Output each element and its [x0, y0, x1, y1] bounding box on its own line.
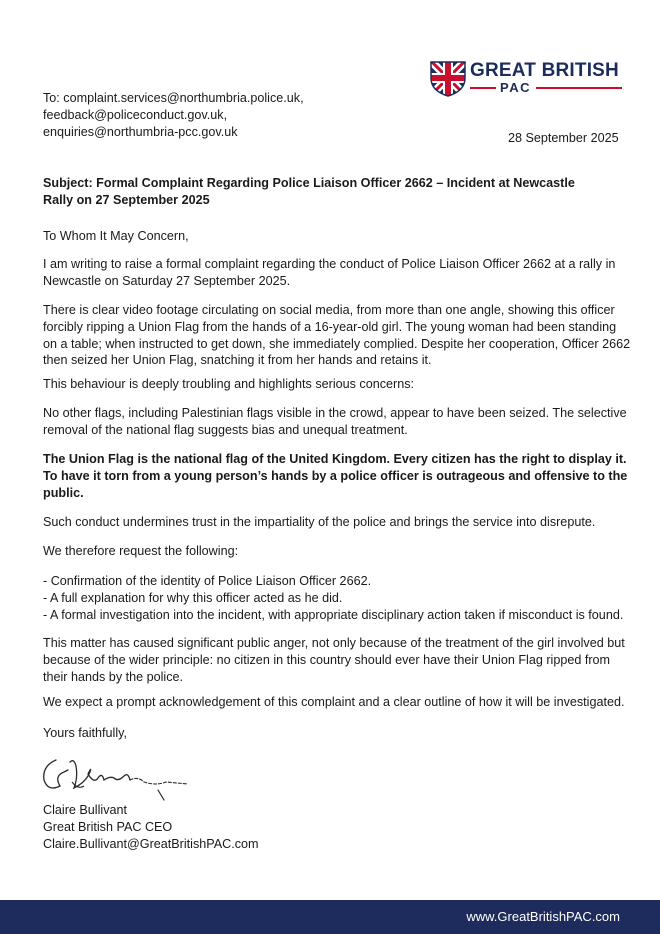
logo-divider-right [536, 87, 622, 89]
paragraph-line: removal of the national flag suggests bias and unequal treatment. [43, 422, 408, 437]
recipients [43, 90, 304, 140]
paragraph-line: There is clear video footage circulating on social media, from more than one angle, showing this officer [43, 303, 615, 317]
paragraph-line: This matter has caused significant public anger, not only because of the treatment of the girl involved but [43, 636, 625, 650]
letter-date: 28 September 2025 [508, 131, 619, 145]
paragraph-line: I am writing to raise a formal complaint regarding the conduct of Police Liaison Officer 2662 at a rally in [43, 257, 616, 271]
paragraph-1 [43, 256, 633, 290]
signatory-title: Great British PAC CEO [43, 819, 173, 834]
list-item: - Confirmation of the identity of Police Liaison Officer 2662. [43, 574, 372, 588]
salutation [43, 228, 633, 245]
paragraph-line: The Union Flag is the national flag of the United Kingdom. Every citizen has the right to display it. [43, 452, 627, 466]
paragraph-4 [43, 405, 633, 439]
paragraph-9 [43, 694, 633, 711]
paragraph-line: We therefore request the following: [43, 544, 239, 558]
subject-text: Rally on 27 September 2025 [43, 192, 210, 207]
request-list [43, 573, 633, 623]
recipient-line: feedback@policeconduct.gov.uk, [43, 107, 228, 122]
union-flag-shield-icon [428, 58, 468, 98]
list-item: - A full explanation for why this officer acted as he did. [43, 590, 343, 605]
paragraph-line: No other flags, including Palestinian flags visible in the crowd, appear to have been seized. The selective [43, 406, 627, 420]
paragraph-line: because of the wider principle: no citizen in this country should ever have their Union Flag ripped from [43, 652, 611, 667]
subject-line [43, 175, 623, 209]
signatory-email[interactable]: Claire.Bullivant@GreatBritishPAC.com [43, 836, 259, 851]
closing [43, 725, 633, 742]
footer-bar [0, 900, 660, 934]
paragraph-line: To have it torn from a young person’s hands by a police officer is outrageous and offensive to the [43, 468, 628, 483]
closing-text: Yours faithfully, [43, 726, 128, 740]
subject-text: Subject: Formal Complaint Regarding Police Liaison Officer 2662 – Incident at Newcastle [43, 176, 575, 190]
logo-divider-left [470, 87, 496, 89]
recipient-line: enquiries@northumbria-pcc.gov.uk [43, 124, 238, 139]
paragraph-line: We expect a prompt acknowledgement of this complaint and a clear outline of how it will be investigated. [43, 695, 625, 709]
salutation-text: To Whom It May Concern, [43, 229, 189, 243]
paragraph-line: forcibly ripping a Union Flag from the hands of a 16-year-old girl. The young woman had been standing [43, 319, 617, 334]
paragraph-5-emphasis [43, 451, 633, 501]
paragraph-line: on a table; when instructed to get down, she immediately complied. Despite her cooperation, Officer 2662 [43, 336, 631, 351]
paragraph-line: then seized her Union Flag, snatching it from her hands and retains it. [43, 353, 432, 368]
paragraph-8 [43, 635, 633, 685]
logo-brand-text: GREAT BRITISH [470, 60, 619, 81]
logo [428, 58, 628, 100]
paragraph-3 [43, 376, 633, 393]
paragraph-line: public. [43, 485, 84, 500]
signatory-name: Claire Bullivant [43, 803, 127, 817]
paragraph-line: their hands by the police. [43, 669, 184, 684]
paragraph-7 [43, 543, 633, 560]
paragraph-line: Newcastle on Saturday 27 September 2025. [43, 273, 291, 288]
logo-sub-text: PAC [500, 80, 531, 95]
paragraph-2 [43, 302, 633, 369]
footer-website-link[interactable]: www.GreatBritishPAC.com [466, 909, 620, 924]
paragraph-line: This behaviour is deeply troubling and highlights serious concerns: [43, 377, 415, 391]
paragraph-line: Such conduct undermines trust in the impartiality of the police and brings the service into disrepute. [43, 515, 596, 529]
paragraph-6 [43, 514, 633, 531]
list-item: - A formal investigation into the incident, with appropriate disciplinary action taken if misconduct is found. [43, 607, 624, 622]
signatory-block [43, 802, 259, 852]
handwritten-signature [38, 752, 208, 804]
recipient-line: To: complaint.services@northumbria.police.uk, [43, 91, 304, 105]
